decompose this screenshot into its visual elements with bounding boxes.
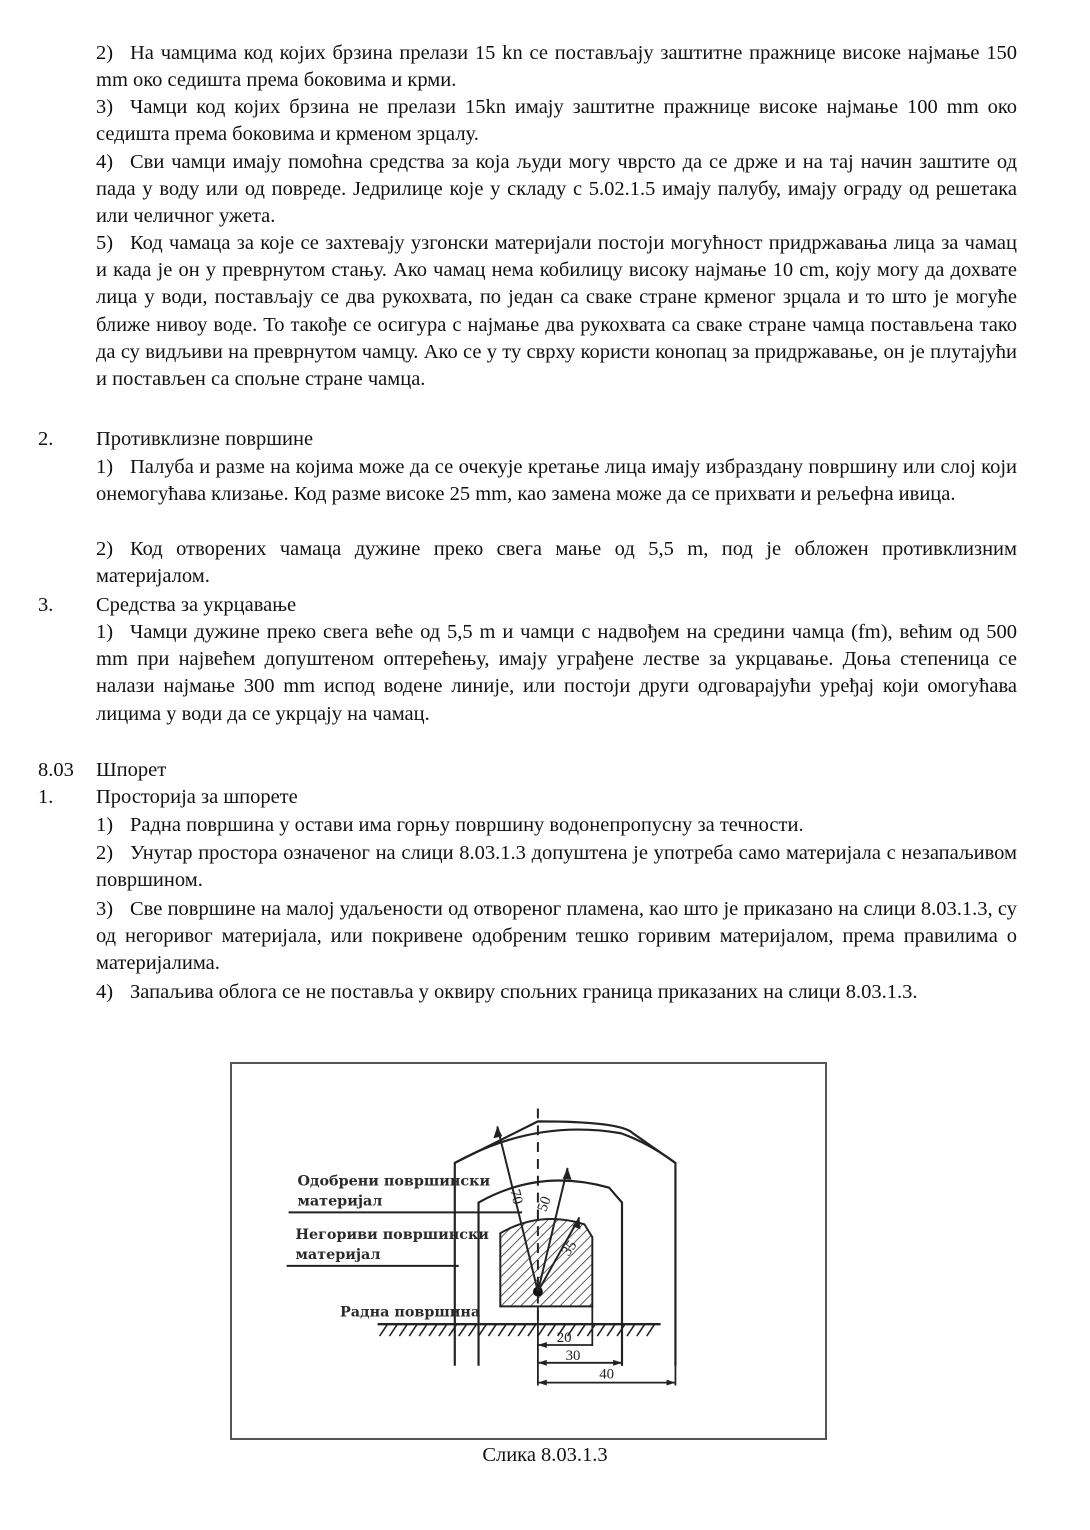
radius-middle-label: 50 [534, 1194, 555, 1214]
arrowhead [613, 1360, 622, 1366]
radius-outer-label: 70 [506, 1187, 526, 1207]
arrowhead [563, 1168, 572, 1180]
item-text: Чамци код којих брзина не прелази 15kn имају заштитне пражнице високе најмање 100 mm око седишта према боковима и крменом зрцалу. [96, 96, 1017, 146]
section-heading-803-1 [0, 784, 1090, 811]
item-number: 2) [96, 42, 114, 64]
label-noncombustible-line2: материјал [295, 1246, 381, 1263]
paragraph-item [96, 619, 1017, 728]
paragraph-item [96, 536, 1017, 590]
item-number: 1) [96, 621, 114, 643]
ground-hatching [380, 1324, 655, 1336]
section-heading-3 [0, 592, 1090, 619]
item-text: Сви чамци имају помоћна средства за која људи могу чврсто да се држе и на тај начин заштите од пада у воду или од повреде. Једрилице које у складу с 5.02.1.5 имају палубу, имају ограду од решетака или челичног ужета. [96, 151, 1017, 228]
item-text: Код отворених чамаца дужине преко свега мање од 5,5 m, под је обложен противклизним материјалом. [96, 538, 1017, 588]
item-text: На чамцима код којих брзина прелази 15 kn се постављају заштитне пражнице високе најмање 150 mm око седишта према боковима и крми. [96, 42, 1017, 92]
stove-clearance-diagram [232, 1064, 825, 1438]
arrowhead [538, 1380, 547, 1386]
dimension-label-30: 30 [565, 1347, 581, 1364]
label-work-surface: Радна површина [340, 1304, 481, 1321]
paragraph-item [96, 840, 1017, 894]
figure-stove-clearance [230, 1062, 827, 1440]
arrowhead [493, 1126, 502, 1138]
item-text: Све површине на малој удаљености од отвореног пламена, као што је приказано на слици 8.03.1.3, су од негоривог материјала, или покривене одобреним тешко горивим материјалом, према правилима о материјалима. [96, 898, 1017, 975]
chapter-heading [0, 757, 1090, 784]
outer-arc [455, 1130, 676, 1163]
section-number: 2. [38, 428, 54, 450]
item-number: 3) [96, 96, 114, 118]
item-number: 1) [96, 456, 114, 478]
item-number: 4) [96, 981, 114, 1003]
paragraph-item [96, 896, 1017, 978]
radius-inner-label: 35 [558, 1237, 581, 1260]
item-text: Запаљива облога се не поставља у оквиру спољних граница приказаних на слици 8.03.1.3. [130, 981, 918, 1003]
chapter-title: Шпорет [96, 759, 167, 781]
label-approved-line2: материјал [297, 1193, 383, 1210]
paragraph-item [96, 149, 1017, 231]
item-number: 5) [96, 232, 114, 254]
section-title: Противклизне површине [96, 428, 314, 450]
section-number: 3. [38, 594, 54, 616]
label-approved-line1: Одобрени површински [297, 1173, 491, 1190]
arrowhead [667, 1380, 676, 1386]
section-title: Просторија за шпорете [96, 786, 298, 808]
item-text: Радна површина у остави има горњу површину водонепропусну за течности. [130, 814, 804, 836]
item-text: Чамци дужине преко свега веће од 5,5 m и чамци с надвођем на средини чамца (fm), већим од 500 mm при највећем допуштеном оптерећењу, имају уграђене лестве за укрцавање. Доња степеница се налази најмање 300 mm испод водене линије, или постоји други одговарајући уређај који омогућава лицима у води да се укрцају на чамац. [96, 621, 1017, 725]
dimension-label-20: 20 [556, 1330, 572, 1347]
paragraph-item [96, 812, 1017, 839]
chapter-number: 8.03 [38, 759, 74, 781]
label-noncombustible-line1: Негориви површински [295, 1227, 489, 1244]
section-title: Средства за укрцавање [96, 594, 297, 616]
item-text: Код чамаца за које се захтевају узгонски материјали постоји могућност придржавања лица за чамац и када је он у преврнутом стању. Ако чамац нема кобилицу високу најмање 10 cm, коју могу да дохвате лица у води, постављају се два рукохвата, по један са сваке стране крменог зрцала и то што је могуће ближе нивоу воде. То такође се осигура с најмање два рукохвата са сваке стране чамца постављена тако да су видљиви на преврнутом чамцу. Ако се у ту сврху користи конопац за придржавање, он је плутајући и постављен са спољне стране чамца. [96, 232, 1017, 391]
section-heading-2 [0, 426, 1090, 453]
figure-caption: Слика 8.03.1.3 [482, 1444, 608, 1466]
item-number: 2) [96, 842, 114, 864]
paragraph-item [96, 40, 1017, 94]
arrowhead [538, 1360, 547, 1366]
item-text: Унутар простора означеног на слици 8.03.1.3 допуштена је употреба само материјала с незапаљивом површином. [96, 842, 1017, 892]
paragraph-item [96, 454, 1017, 508]
paragraph-item [96, 230, 1017, 393]
item-number: 1) [96, 814, 114, 836]
item-number: 2) [96, 538, 114, 560]
noncombustible-block [500, 1219, 592, 1306]
paragraph-item [96, 979, 1017, 1006]
section-number: 1. [38, 786, 54, 808]
paragraph-item [96, 94, 1017, 148]
arrowhead [538, 1342, 547, 1348]
item-number: 4) [96, 151, 114, 173]
dimension-label-40: 40 [599, 1366, 615, 1383]
item-text: Палуба и разме на којима може да се очекује кретање лица имају избраздану површину или слој који онемогућава клизање. Код разме високе 25 mm, као замена може да се прихвати и рељефна ивица. [96, 456, 1017, 506]
item-number: 3) [96, 898, 114, 920]
